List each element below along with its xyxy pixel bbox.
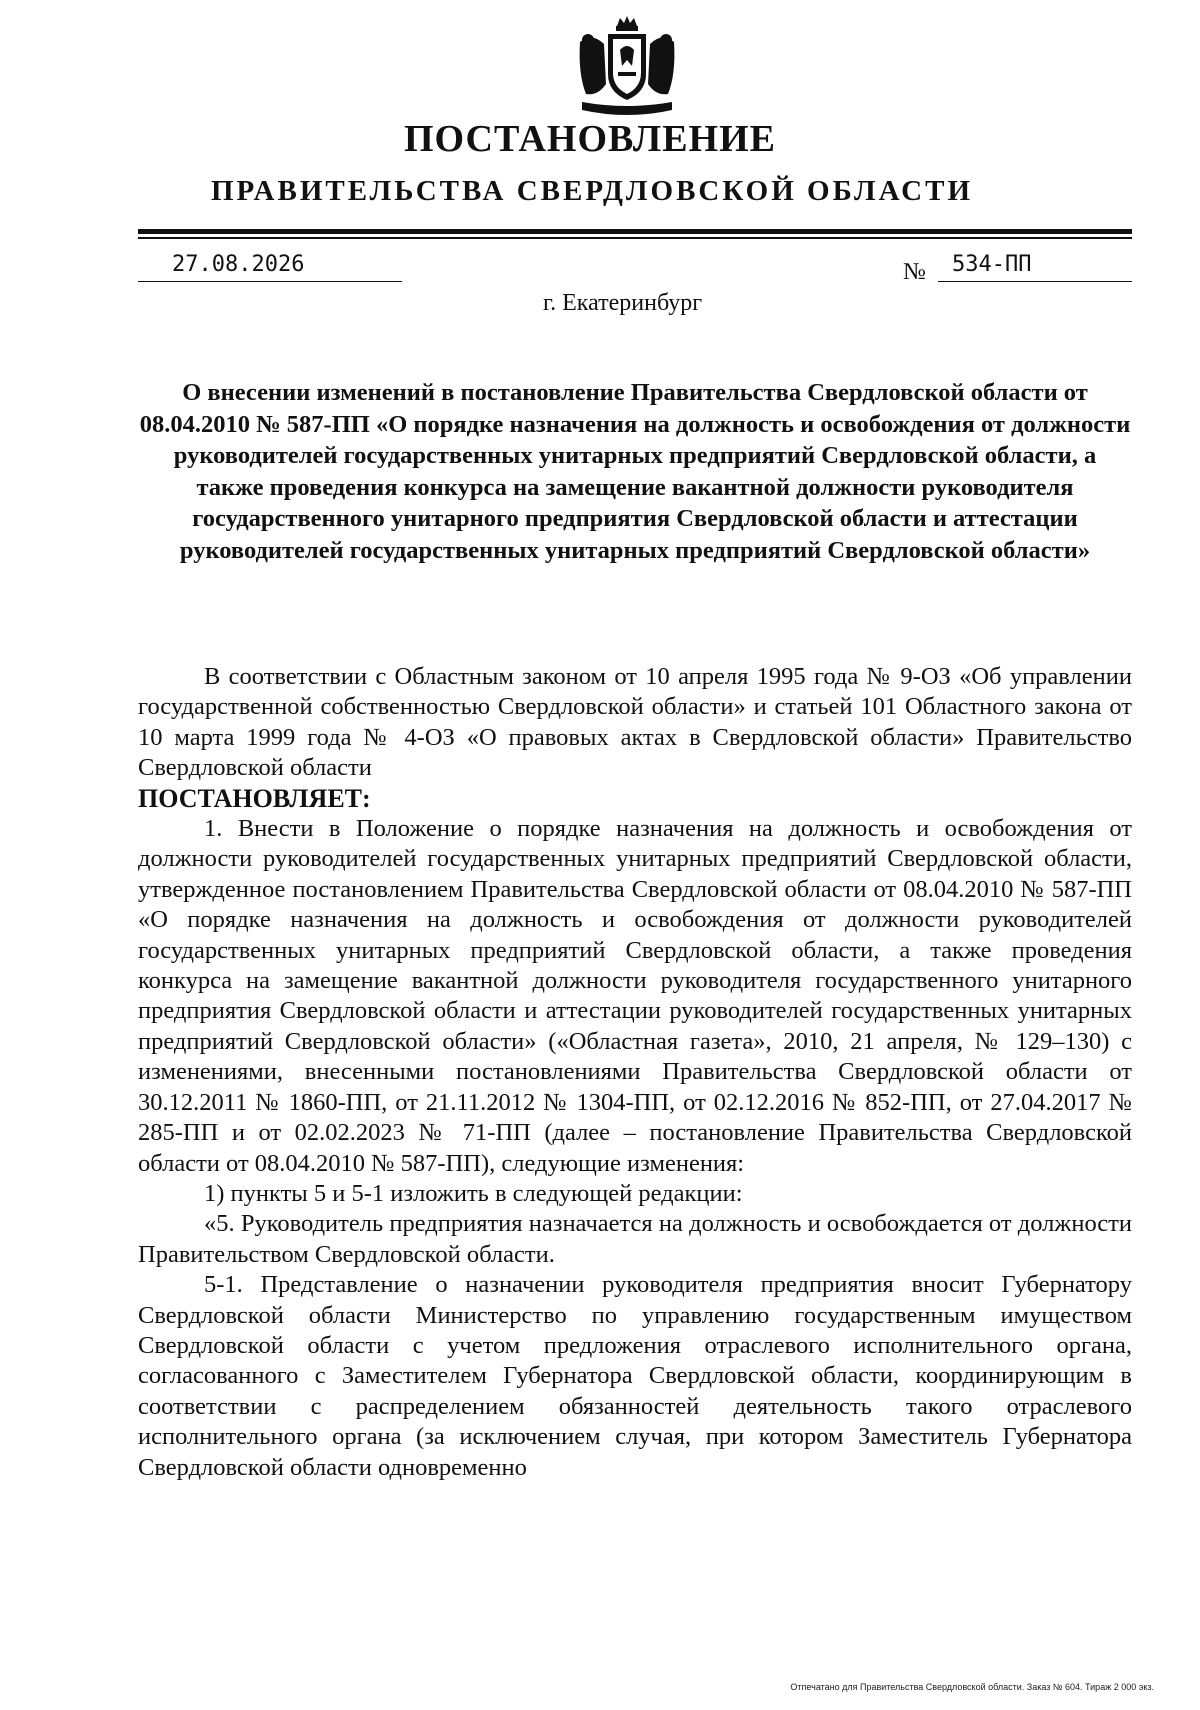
document-city: г. Екатеринбург xyxy=(543,290,703,316)
header-divider-thick xyxy=(138,229,1132,234)
coat-of-arms-emblem xyxy=(568,14,686,126)
document-title: ПОСТАНОВЛЕНИЕ xyxy=(403,118,777,160)
body-paragraph-4: 5-1. Представление о назначении руководителя предприятия вносит Губернатору Свердловской области Министерство по управлению государственным имуществом Свердловской области с учетом предложения отраслевого исполнительного органа, согласованного с Заместителем Губернатора Свердловской области, координирующим в соответствии с распределением обязанностей деятельность такого отраслевого исполнительного органа (за исключением случая, при котором Заместитель Губернатора Свердловской области одновременно xyxy=(138,1271,1132,1481)
document-date: 27.08.2026 xyxy=(138,250,402,282)
preamble-paragraph: В соответствии с Областным законом от 10 апреля 1995 года № 9-ОЗ «Об управлении государственной собственностью Свердловской области» и статьей 101 Областного закона от 10 марта 1999 года № 4-ОЗ «О правовых актах в Свердловской области» Правительство Свердловской области xyxy=(138,663,1132,782)
document-subject: О внесении изменений в постановление Правительства Свердловской области от 08.04.2010 № 587-ПП «О порядке назначения на должность и освобождения от должности руководителей государственных унитарных предприятий Свердловской области, а также проведения конкурса на замещение вакантной должности руководителя государственного унитарного предприятия Свердловской области и аттестации руководителей государственных унитарных предприятий Свердловской области» xyxy=(139,379,1131,564)
number-label: № xyxy=(903,259,926,285)
body-paragraph-2: 1) пункты 5 и 5-1 изложить в следующей редакции: xyxy=(204,1179,743,1207)
decree-word: ПОСТАНОВЛЯЕТ: xyxy=(138,783,371,813)
body-paragraph-1: 1. Внести в Положение о порядке назначения на должность и освобождения от должности руководителей государственных унитарных предприятий Свердловской области, утвержденное постановлением Правительства Свердловской области от 08.04.2010 № 587-ПП «О порядке назначения на должность и освобождения от должности руководителей государственных унитарных предприятий Свердловской области, а также проведения конкурса на замещение вакантной должности руководителя государственного унитарного предприятия Свердловской области и аттестации руководителей государственных унитарных предприятий Свердловской области» («Областная газета», 2010, 21 апреля, № 129–130) с изменениями, внесенными постановлениями Правительства Свердловской области от 30.12.2011 № 1860-ПП, от 21.11.2012 № 1304-ПП, от 02.12.2016 № 852-ПП, от 27.04.2017 № 285-ПП и от 02.02.2023 № 71-ПП (далее – постановление Правительства Свердловской области от 08.04.2010 № 587-ПП), следующие изменения: xyxy=(138,815,1132,1177)
print-footer: Отпечатано для Правительства Свердловской области. Заказ № 604. Тираж 2 000 экз. xyxy=(790,1682,1154,1692)
document-body xyxy=(138,662,1132,1483)
header-divider-thin xyxy=(138,237,1132,239)
body-paragraph-3: «5. Руководитель предприятия назначается на должность и освобождается от должности Правительством Свердловской области. xyxy=(138,1210,1132,1268)
document-issuer: ПРАВИТЕЛЬСТВА СВЕРДЛОВСКОЙ ОБЛАСТИ xyxy=(210,175,974,207)
document-number: 534-ПП xyxy=(938,250,1132,282)
